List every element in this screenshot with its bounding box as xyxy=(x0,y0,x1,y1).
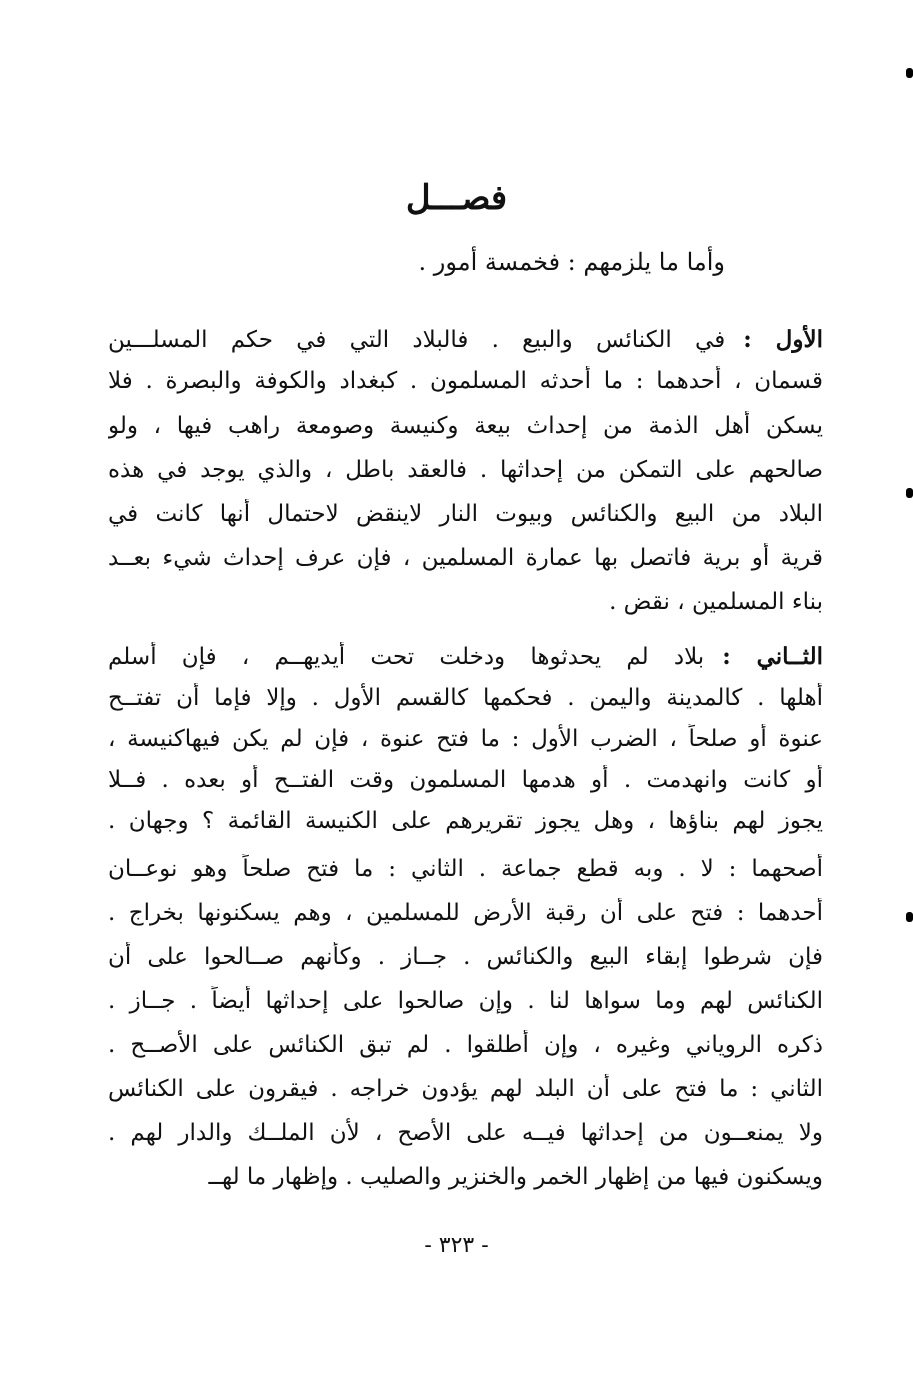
paragraph-line: يسكن أهل الذمة من إحداث بيعة وكنيسة وصومعة راهب فيها ، ولو xyxy=(108,413,823,439)
line-text: في الكنائس والبيع . فالبلاد التي في حكم المسلـــين xyxy=(108,327,726,353)
paragraph-line: قسمان ، أحدهما : ما أحدثه المسلمون . كبغداد والكوفة والبصرة . فلا xyxy=(108,368,823,394)
paragraph-line: أصحهما : لا . وبه قطع جماعة . الثاني : ما فتح صلحاً وهو نوعــان xyxy=(108,856,823,882)
paragraph-line: الثاني : ما فتح على أن البلد لهم يؤدون خراجه . فيقرون على الكنائس xyxy=(108,1076,823,1102)
paragraph-line: صالحهم على التمكن من إحداثها . فالعقد باطل ، والذي يوجد في هذه xyxy=(108,457,823,483)
margin-mark-middle xyxy=(906,488,913,498)
paragraph-line: قرية أو برية فاتصل بها عمارة المسلمين ، فإن عرف إحداث شيء بعــد xyxy=(108,545,823,571)
paragraph-line: ويسكنون فيها من إظهار الخمر والخنزير والصليب . وإظهار ما لهــ xyxy=(208,1164,823,1190)
paragraph-line: بناء المسلمين ، نقض . xyxy=(609,589,823,615)
paragraph-line: ولا يمنعــون من إحداثها فيــه على الأصح ، لأن الملــك والدار لهم . xyxy=(108,1120,823,1146)
section-label-first: الأول : xyxy=(743,326,823,353)
paragraph-line: أهلها . كالمدينة واليمن . فحكمها كالقسم الأول . وإلا فإما أن تفتــح xyxy=(108,685,823,711)
margin-mark-lower xyxy=(906,912,913,922)
paragraph-line: أو كانت وانهدمت . أو هدمها المسلمون وقت الفتــح أو بعده . فــلا xyxy=(108,767,823,793)
intro-sentence: وأما ما يلزمهم : فخمسة أمور . xyxy=(418,248,725,276)
margin-mark-top xyxy=(906,68,913,78)
paragraph-line: عنوة أو صلحاً ، الضرب الأول : ما فتح عنوة ، فإن لم يكن فيهاكنيسة ، xyxy=(108,726,823,752)
line-text: بلاد لم يحدثوها ودخلت تحت أيديهــم ، فإن أسلم xyxy=(108,644,705,670)
paragraph-line: الكنائس لهم وما سواها لنا . وإن صالحوا على إحداثها أيضاً . جــاز . xyxy=(108,988,823,1014)
section-heading: فصـــل xyxy=(405,178,508,218)
paragraph-line xyxy=(108,325,823,355)
paragraph-line xyxy=(108,642,823,672)
paragraph-line: يجوز لهم بناؤها ، وهل يجوز تقريرهم على الكنيسة القائمة ؟ وجهان . xyxy=(108,808,823,834)
paragraph-line: ذكره الروياني وغيره ، وإن أطلقوا . لم تبق الكنائس على الأصــح . xyxy=(108,1032,823,1058)
paragraph-line: البلاد من البيع والكنائس وبيوت النار لاينقض لاحتمال أنها كانت في xyxy=(108,501,823,527)
paragraph-line: فإن شرطوا إبقاء البيع والكنائس . جــاز . وكأنهم صــالحوا على أن xyxy=(108,944,823,970)
paragraph-line: أحدهما : فتح على أن رقبة الأرض للمسلمين ، وهم يسكنونها بخراج . xyxy=(108,900,823,926)
section-label-second: الثــاني : xyxy=(722,643,823,670)
page-number: - ٣٢٣ - xyxy=(424,1233,489,1258)
